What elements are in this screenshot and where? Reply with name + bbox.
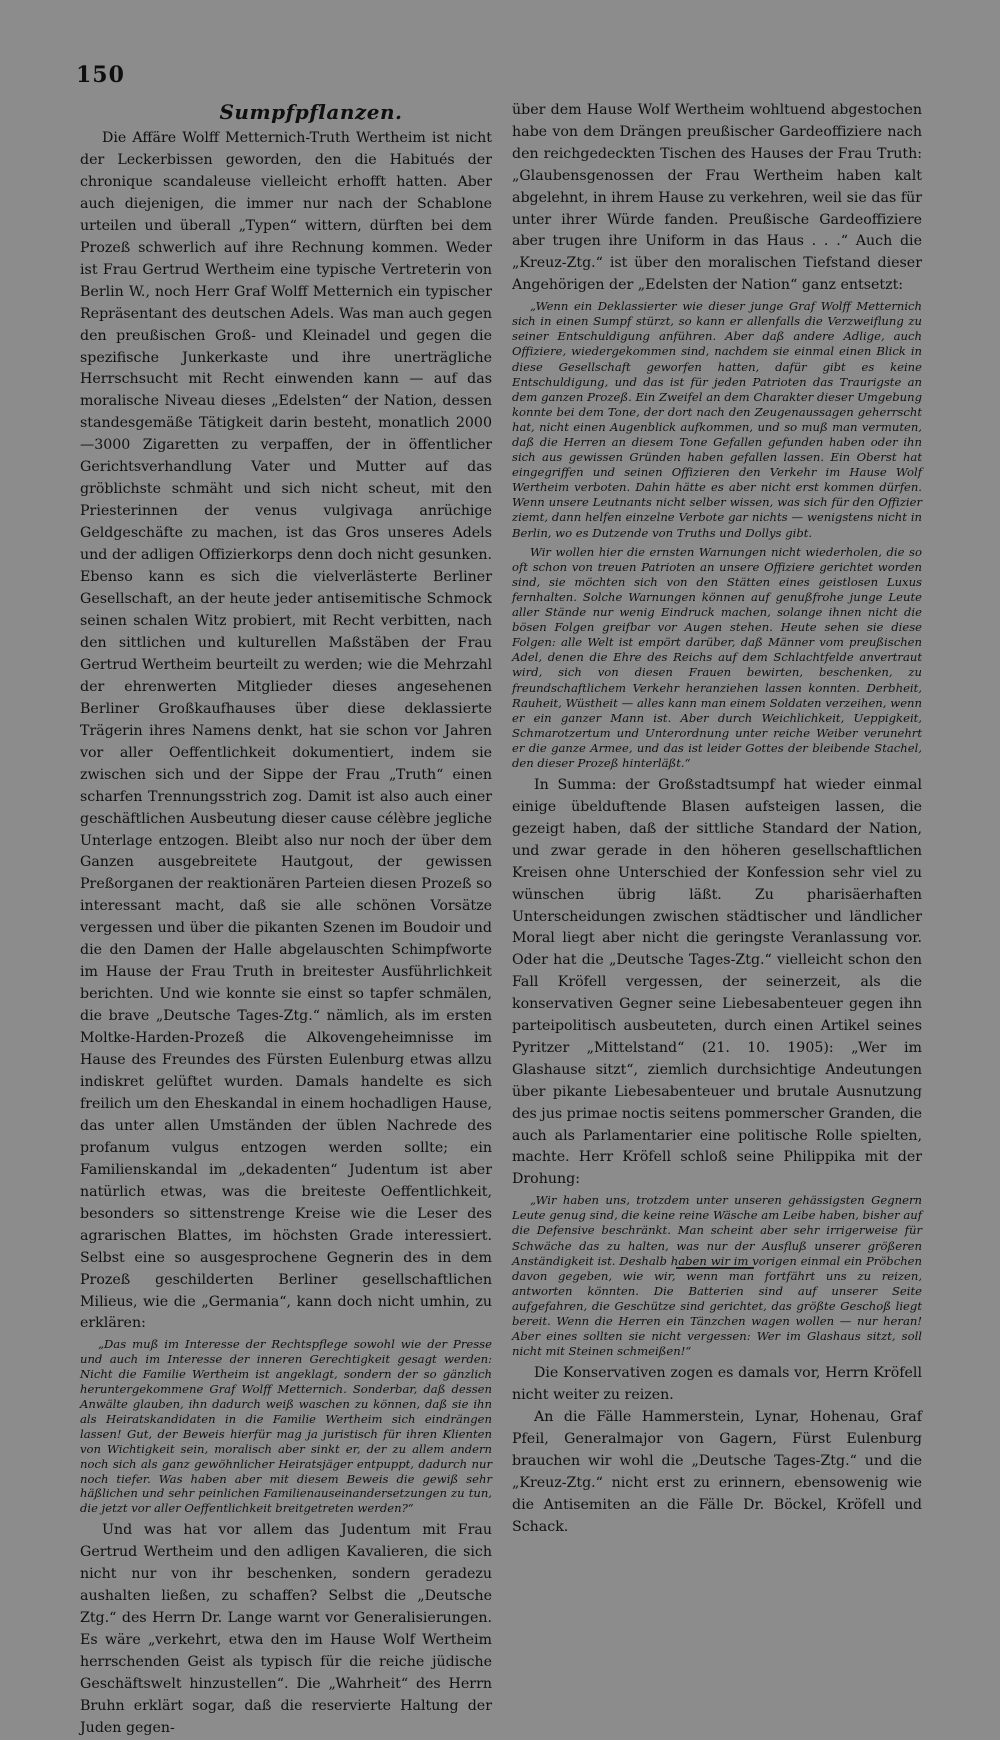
article-title: Sumpfpflanzen. bbox=[219, 100, 403, 124]
quotation: Wir wollen hier die ernsten Warnungen nicht wiederholen, die so oft schon von treuen Patrioten an unsere Offiziere gerichtet worden sind, sie möchten sich von den Stätten eines geistlosen Luxus fernhalten. Solche Warnungen können auf genußfrohe junge Leute aller Stände nur wenig Eindruck machen, solange ihnen nicht die bösen Folgen greifbar vor Augen stehen. Heute sehen sie diese Folgen: alle Welt ist empört darüber, daß Männer vom preußischen Adel, denen die Ehre des Reichs auf dem Schlachtfelde anvertraut wird, sich von diesen Frauen bewirten, beschenken, zu freundschaftlichem Verkehr heranziehen lassen konnten. Derbheit, Rauheit, Wüstheit — alles kann man einem Soldaten verzeihen, wenn er ein ganzer Mann ist. Aber durch Weichlichkeit, Ueppigkeit, Schmarotzertum und Unterordnung unter reiche Weiber verunehrt er die ganze Armee, und das ist leider Gottes der bleibende Stachel, den dieser Prozeß hinterläßt.“ bbox=[512, 544, 922, 770]
paragraph: über dem Hause Wolf Wertheim wohltuend abgestochen habe von dem Drängen preußischer Gardeoffiziere nach den reichgedeckten Tischen des Hauses der Frau Truth: „Glaubensgenossen der Frau Wertheim haben kalt abgelehnt, in ihrem Hause zu verkehren, weil sie das für unter ihrer Würde fanden. Preußische Gardeoffiziere aber trugen ihre Uniform in das Haus . . .“ Auch die „Kreuz-Ztg.“ ist über den moralischen Tiefstand dieser Angehörigen der „Edelsten der Nation“ ganz entsetzt: bbox=[512, 102, 922, 294]
paragraph: Die Affäre Wolff Metternich-Truth Wertheim ist nicht der Leckerbissen geworden, den die Habitués der chronique scandaleuse vielleicht erhofft hatten. Aber auch diejenigen, die immer nur nach der Schablone urteilen und überall „Typen“ wittern, dürften bei dem Prozeß schwerlich auf ihre Rechnung kommen. Weder ist Frau Gertrud Wertheim eine typische Vertreterin von Berlin W., noch Herr Graf Wolff Metternich ein typischer Repräsentant des deutschen Adels. Was man auch gegen den preußischen Groß- und Kleinadel und gegen die spezifische Junkerkaste und ihre unerträgliche Herrschsucht mit Recht einwenden kann — auf das moralische Niveau dieses „Edelsten“ der Nation, dessen standesgemäße Tätigkeit darin besteht, monatlich 2000—3000 Zigaretten zu verpaffen, der in öffentlicher Gerichtsverhandlung Vater und Mutter auf das gröblichste schmäht und sich nicht scheut, mit den Priesterinnen der venus vulgivaga anrüchige Geldgeschäfte zu machen, ist das Gros unseres Adels und der adligen Offizierkorps denn doch nicht gesunken. Ebenso kann es sich die vielverlästerte Berliner Gesellschaft, an der heute jeder antisemitische Schmock seinen schalen Witz probiert, mit Recht verbitten, nach den sittlichen und kulturellen Maßstäben der Frau Gertrud Wertheim beurteilt zu werden; wie die Mehrzahl der ehrenwerten Mitglieder dieses angesehenen Berliner Großkaufhauses über diese deklassierte Trägerin ihres Namens denkt, hat sie schon vor Jahren vor aller Oeffentlichkeit dokumentiert, indem sie zwischen sich und der Sippe der Frau „Truth“ einen scharfen Trennungsstrich zog. Damit ist also auch einer geschäftlichen Ausbeutung dieser cause célèbre jegliche Unterlage entzogen. Bleibt also nur noch der über dem Ganzen ausgebreitete Hautgout, der gewissen Preßorganen der reaktionären Parteien diesen Prozeß so interessant macht, daß sie alle schönen Vorsätze vergessen und über die pikanten Szenen im Boudoir und die den Damen der Halle abgelauschten Schimpfworte im Hause der Frau Truth in breitester Ausführlichkeit berichten. Und wie konnte sie einst so tapfer schmälen, die brave „Deutsche Tages-Ztg.“ nämlich, als im ersten Moltke-Harden-Prozeß die Alkovengeheimnisse im Hause des Freundes des Fürsten Eulenburg etwas allzu indiskret gelüftet wurden. Damals handelte es sich freilich um den Eheskandal in einem hochadligen Hause, das unter allen Umständen der üblen Nachrede des profanum vulgus entzogen werden sollte; ein Familienskandal im „dekadenten“ Judentum ist aber natürlich etwas, was die breiteste Oeffentlichkeit, besonders so sittenstrenge Kreise wie die Leser des agrarischen Blattes, im höchsten Grade interessiert. Selbst eine so ausgesprochene Gegnerin des in dem Prozeß geschilderten Berliner gesellschaftlichen Milieus, wie die „Germania“, kann doch nicht umhin, zu erklären: bbox=[80, 130, 492, 1332]
page-number: 150 bbox=[76, 62, 125, 88]
quotation: „Wenn ein Deklassierter wie dieser junge Graf Wolff Metternich sich in einen Sumpf stürzt, so kann er allenfalls die Verzweiflung zu seiner Entschuldigung anführen. Aber daß andere Adlige, auch Offiziere, wiedergekommen sind, nachdem sie einmal einen Blick in diese Gesellschaft geworfen hatten, dafür gibt es keine Entschuldigung, und das ist für jeden Patrioten das Traurigste an dem ganzen Prozeß. Ein Zweifel an dem Charakter dieser Umgebung konnte bei dem Tone, der dort nach den Zeugenaussagen geherrscht hat, nicht einen Augenblick aufkommen, und so muß man vermuten, daß die Herren an diesem Tone Gefallen gefunden haben oder ihn sich aus gewissen Gründen haben gefallen lassen. Ein Oberst hat eingegriffen und seinen Offizieren den Verkehr im Hause Wolf Wertheim verboten. Dahin hätte es aber nicht erst kommen dürfen. Wenn unsere Leutnants nicht selber wissen, was sich für den Offizier ziemt, dann helfen einzelne Verbote gar nichts — wenigstens nicht in Berlin, wo es Dutzende von Truths und Dollys gibt. bbox=[512, 299, 922, 540]
paragraph: An die Fälle Hammerstein, Lynar, Hohenau, Graf Pfeil, Generalmajor von Gagern, Fürst Eulenburg brauchen wir wohl die „Deutsche Tages-Ztg.“ und die „Kreuz-Ztg.“ nicht erst zu erinnern, ebensowenig wie die Antisemiten an die Fälle Dr. Böckel, Kröfell und Schack. bbox=[512, 1409, 922, 1535]
right-column bbox=[512, 100, 922, 1535]
paragraph: Und was hat vor allem das Judentum mit Frau Gertrud Wertheim und den adligen Kavalieren, die sich nicht nur von ihr beschenken, sondern geradezu aushalten ließen, zu schaffen? Selbst die „Deutsche Ztg.“ des Herrn Dr. Lange warnt vor Generalisierungen. Es wäre „verkehrt, etwa den im Hause Wolf Wertheim herrschenden Geist als typisch für die reiche jüdische Geschäftswelt hinzustellen“. Die „Wahrheit“ des Herrn Bruhn erklärt sogar, daß die reservierte Haltung der Juden gegen- bbox=[80, 1522, 492, 1736]
paragraph: In Summa: der Großstadtsumpf hat wieder einmal einige übelduftende Blasen aufsteigen lassen, die gezeigt haben, daß der sittliche Standard der Nation, und zwar gerade in den höheren gesellschaftlichen Kreisen ohne Unterschied der Konfession sehr viel zu wünschen übrig läßt. Zu pharisäerhaften Unterscheidungen zwischen städtischer und ländlicher Moral liegt aber nicht die geringste Veranlassung vor. Oder hat die „Deutsche Tages-Ztg.“ vielleicht schon den Fall Kröfell vergessen, der seinerzeit, als die konservativen Gegner seine Liebesabenteuer gegen ihn parteipolitisch ausbeuteten, durch einen Artikel seines Pyritzer „Mittelstand“ (21. 10. 1905): „Wer im Glashause sitzt“, ziemlich durchsichtige Andeutungen über pikante Liebesabenteuer und brutale Ausnutzung des jus primae noctis seitens pommerscher Granden, die auch als Parlamentarier eine politische Rolle spielten, machte. Herr Kröfell schloß seine Philippika mit der Drohung: bbox=[512, 777, 922, 1188]
end-rule bbox=[676, 1267, 754, 1269]
quotation: „Wir haben uns, trotzdem unter unseren gehässigsten Gegnern Leute genug sind, die keine reine Wäsche am Leibe haben, bisher auf die Defensive beschränkt. Man scheint aber sehr irrigerweise für Schwäche das zu halten, was nur der Ausfluß unserer größeren Anständigkeit ist. Deshalb haben wir im vorigen einmal ein Pröbchen davon gegeben, wie wir, wenn man fortfährt uns zu reizen, antworten könnten. Die Batterien sind auf unserer Seite aufgefahren, die Geschütze sind gerichtet, das größte Geschoß liegt bereit. Wenn die Herren ein Tänzchen wagen wollen — nur heran! Aber eines sollten sie nicht vergessen: Wer im Glashaus sitzt, soll nicht mit Steinen schmeißen!“ bbox=[512, 1193, 922, 1359]
left-column bbox=[80, 128, 492, 1736]
quotation: „Das muß im Interesse der Rechtspflege sowohl wie der Presse und auch im Interesse der inneren Gerechtigkeit gesagt werden: Nicht die Familie Wertheim ist angeklagt, sondern der so gänzlich heruntergekommene Graf Wolff Metternich. Sonderbar, daß dessen Anwälte glauben, ihn dadurch weiß waschen zu können, daß sie ihn als Heiratskandidaten in die Familie Wertheim sich eindrängen lassen! Gut, der Beweis hierfür mag ja juristisch für ihren Klienten von Wichtigkeit sein, moralisch aber sinkt er, der zu allem andern noch sich als ganz gewöhnlicher Heiratsjäger entpuppt, dadurch nur noch tiefer. Was haben aber mit diesem Beweis die gewiß sehr häßlichen und sehr peinlichen Familienauseinandersetzungen zu tun, die jetzt vor aller Oeffentlichkeit breitgetreten werden?“ bbox=[80, 1337, 492, 1516]
paragraph: Die Konservativen zogen es damals vor, Herrn Kröfell nicht weiter zu reizen. bbox=[512, 1365, 922, 1404]
